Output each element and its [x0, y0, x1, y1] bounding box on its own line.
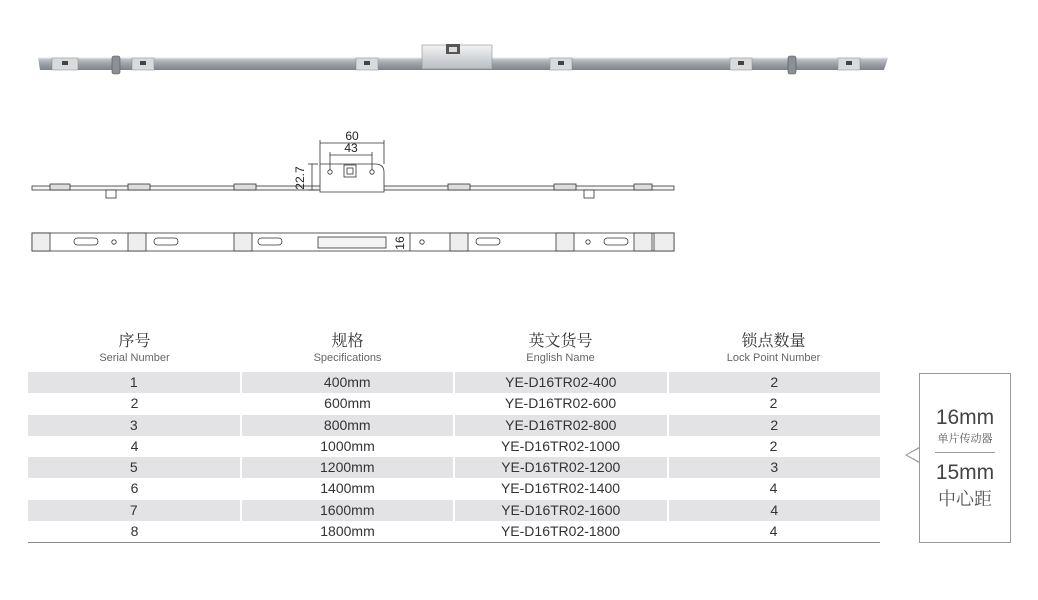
dim-height: 22.7: [293, 166, 307, 190]
gearbox-size-label: 单片传动器: [937, 433, 993, 445]
header-lock-points: 锁点数量 Lock Point Number: [726, 333, 821, 364]
header-serial: 序号 Serial Number: [99, 333, 170, 364]
table-header: [28, 332, 880, 372]
callout-divider: [935, 452, 995, 453]
table-row: 8 1800mm YE-D16TR02-1800 4: [130, 523, 778, 540]
spec-table: [28, 332, 880, 543]
table-row: 6 1400mm YE-D16TR02-1400 4: [130, 480, 778, 497]
table-row: 3 800mm YE-D16TR02-800 2: [28, 415, 880, 436]
top-view-drawing: [32, 233, 674, 251]
header-english-name: 英文货号 English Name: [526, 333, 595, 364]
table-row: 4 1000mm YE-D16TR02-1000 2: [130, 437, 778, 454]
center-distance-label: 中心距: [938, 489, 992, 509]
table-row: 5 1200mm YE-D16TR02-1200 3: [28, 457, 880, 478]
dim-bar-height: 16: [393, 236, 407, 250]
table-row: 7 1600mm YE-D16TR02-1600 4: [28, 500, 880, 521]
center-distance-value: 15mm: [935, 461, 995, 484]
header-spec: 规格 Specifications: [313, 333, 382, 364]
dim-width-total: 60: [345, 129, 359, 143]
spec-callout-box: [919, 373, 1011, 543]
dim-width-inner: 43: [344, 141, 358, 155]
table-bottom-rule: [28, 542, 880, 543]
gearbox-size-value: 16mm: [935, 406, 995, 429]
table-row: 1 400mm YE-D16TR02-400 2: [28, 372, 880, 393]
table-row: 2 600mm YE-D16TR02-600 2: [130, 395, 778, 412]
